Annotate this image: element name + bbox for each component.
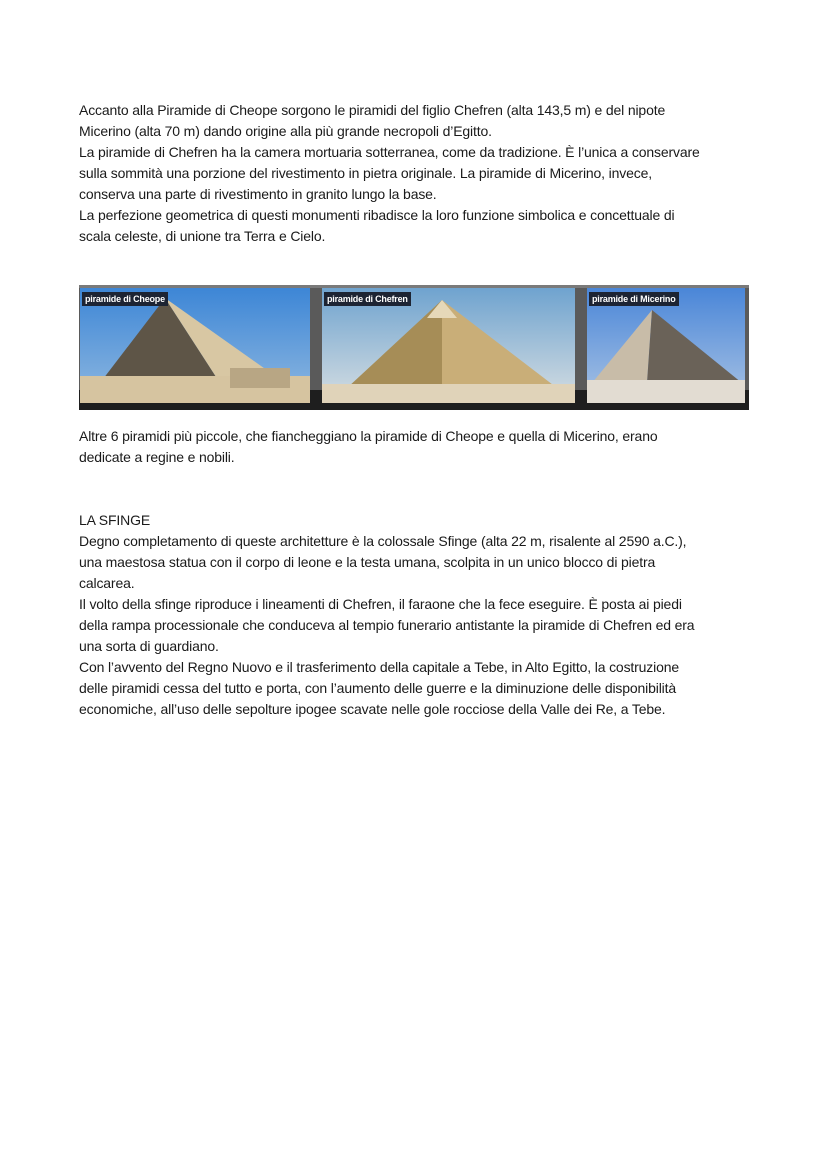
text-line: Il volto della sfinge riproduce i lineamenti di Chefren, il faraone che la fece eseguire. È posta ai piedi (79, 596, 682, 612)
text-line: dedicate a regine e nobili. (79, 449, 235, 465)
section-heading: LA SFINGE (79, 512, 151, 528)
text-line: conserva una parte di rivestimento in granito lungo la base. (79, 186, 437, 202)
paragraph-pyramids (79, 100, 700, 247)
text-line: Con l’avvento del Regno Nuovo e il trasferimento della capitale a Tebe, in Alto Egitto, la costruzione (79, 659, 680, 675)
text-line: delle piramidi cessa del tutto e porta, con l’aumento delle guerre e la diminuzione delle disponibilità (79, 680, 677, 696)
text-line: sulla sommità una porzione del rivestimento in pietra originale. La piramide di Micerino, invece, (79, 165, 652, 181)
text-line: Micerino (alta 70 m) dando origine alla più grande necropoli d’Egitto. (79, 123, 492, 139)
text-line: La piramide di Chefren ha la camera mortuaria sotterranea, come da tradizione. È l’unica a conservare (79, 144, 700, 160)
pyramids-image-strip (79, 285, 749, 410)
paragraph-small-pyramids (79, 426, 657, 468)
text-line: della rampa processionale che conduceva al tempio funerario antistante la piramide di Chefren ed era (79, 617, 695, 633)
text-line: La perfezione geometrica di questi monumenti ribadisce la loro funzione simbolica e concettuale di (79, 207, 675, 223)
image-caption: piramide di Cheope (82, 292, 168, 306)
text-line: Altre 6 piramidi più piccole, che fiancheggiano la piramide di Cheope e quella di Micerino, erano (79, 428, 658, 444)
text-line: Degno completamento di queste architetture è la colossale Sfinge (alta 22 m, risalente al 2590 a.C.), (79, 533, 687, 549)
image-chefren (322, 288, 575, 403)
section-sfinge (79, 510, 694, 720)
text-line: una maestosa statua con il corpo di leone e la testa umana, scolpita in un unico blocco di pietra (79, 554, 656, 570)
text-line: Accanto alla Piramide di Cheope sorgono le piramidi del figlio Chefren (alta 143,5 m) e del nipote (79, 102, 666, 118)
image-caption: piramide di Micerino (589, 292, 679, 306)
text-line: scala celeste, di unione tra Terra e Cielo. (79, 228, 326, 244)
text-line: una sorta di guardiano. (79, 638, 219, 654)
image-caption: piramide di Chefren (324, 292, 411, 306)
text-line: economiche, all’uso delle sepolture ipogee scavate nelle gole rocciose della Valle dei Re, a Tebe. (79, 701, 666, 717)
text-line: calcarea. (79, 575, 135, 591)
image-cheope (80, 288, 310, 403)
image-micerino (587, 288, 745, 403)
